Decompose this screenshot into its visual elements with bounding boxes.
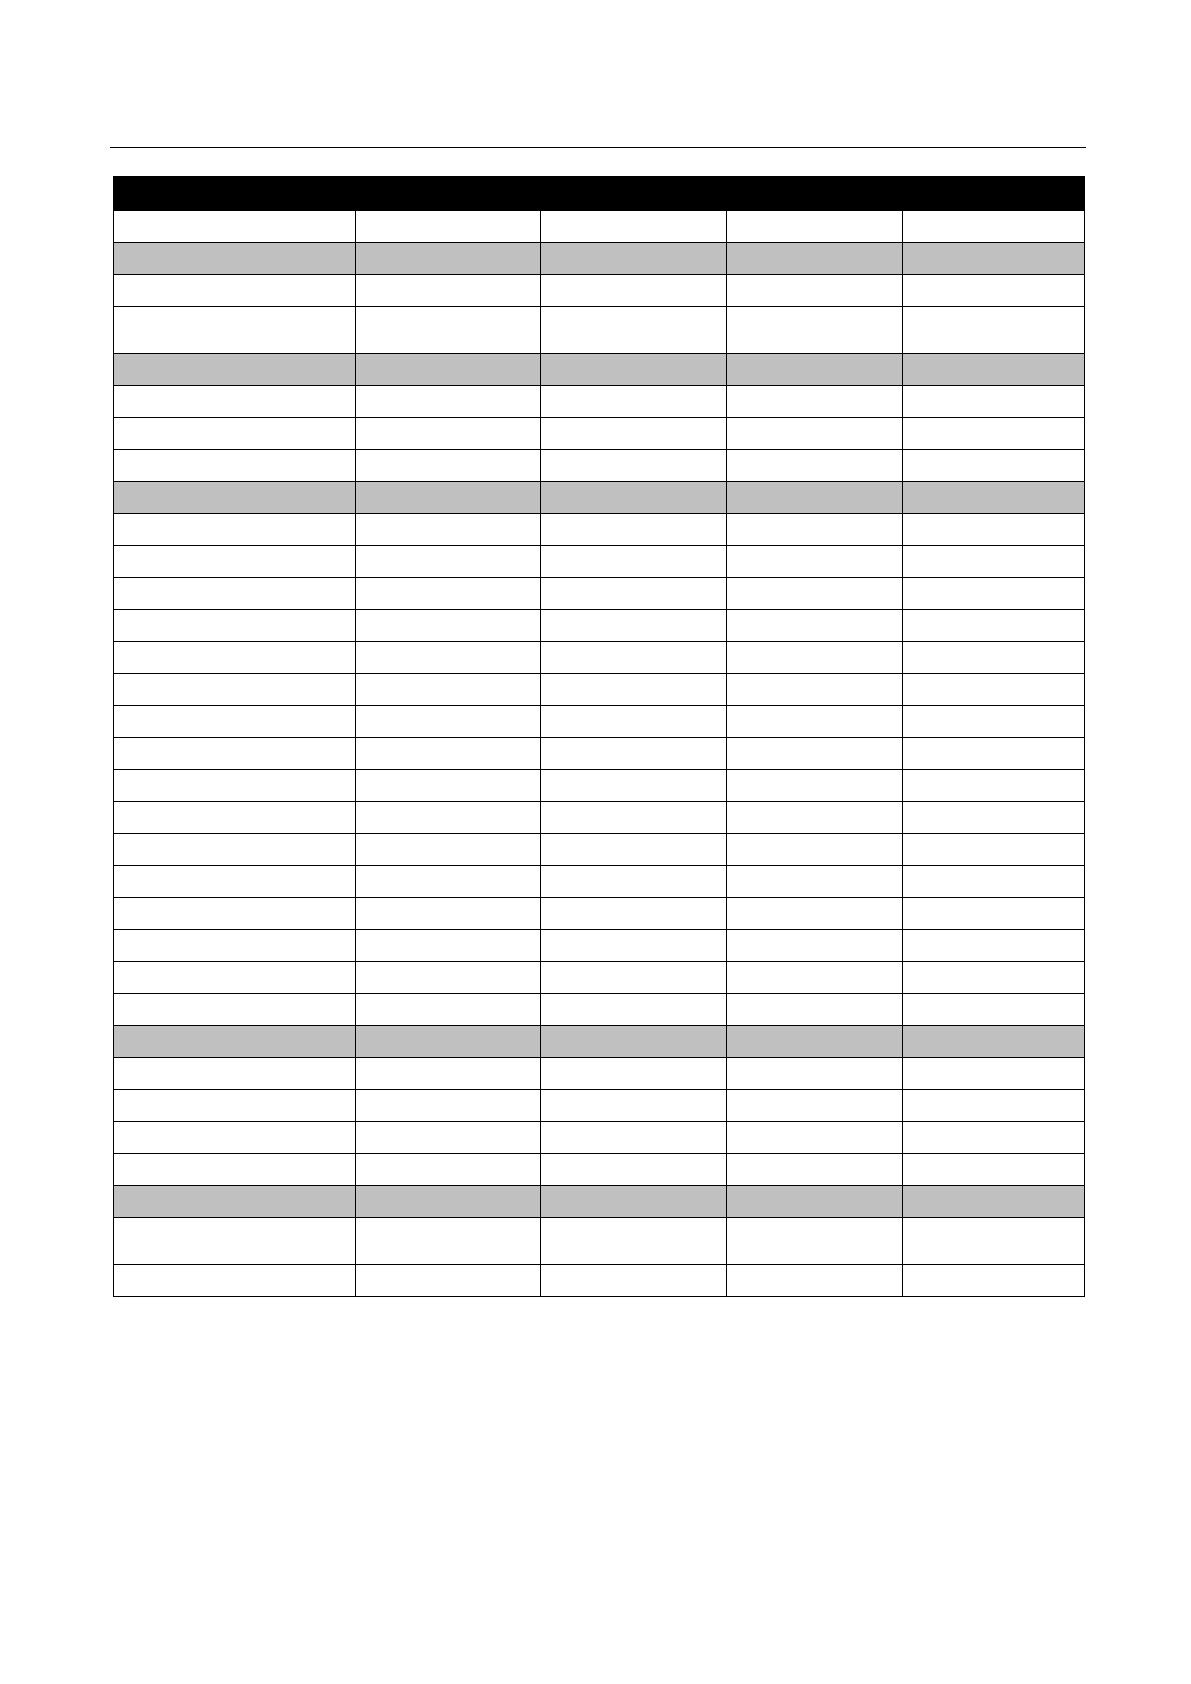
table-cell xyxy=(356,866,541,898)
table-cell xyxy=(114,1026,356,1058)
table-cell xyxy=(727,514,903,546)
table-row xyxy=(114,1154,1085,1186)
table-cell xyxy=(541,706,727,738)
table-cell xyxy=(114,898,356,930)
table-cell xyxy=(903,866,1085,898)
table-cell xyxy=(114,866,356,898)
section-row xyxy=(114,243,1085,275)
table-cell xyxy=(356,1090,541,1122)
table-cell xyxy=(356,898,541,930)
table-cell xyxy=(114,307,356,354)
table-row xyxy=(114,994,1085,1026)
table-cell xyxy=(541,275,727,307)
table-cell xyxy=(903,1090,1085,1122)
table-cell xyxy=(356,386,541,418)
table-cell xyxy=(356,1058,541,1090)
table-cell xyxy=(903,1026,1085,1058)
table-row xyxy=(114,706,1085,738)
table-cell xyxy=(541,642,727,674)
table-cell xyxy=(356,307,541,354)
table-cell xyxy=(903,514,1085,546)
table-cell xyxy=(903,642,1085,674)
table-cell xyxy=(541,898,727,930)
table-cell xyxy=(114,418,356,450)
table-cell xyxy=(356,1218,541,1265)
table-cell xyxy=(903,578,1085,610)
table-cell xyxy=(114,1186,356,1218)
table-row xyxy=(114,834,1085,866)
table-row xyxy=(114,418,1085,450)
table-cell xyxy=(356,1122,541,1154)
table-row xyxy=(114,642,1085,674)
table-cell xyxy=(114,546,356,578)
table-row xyxy=(114,1122,1085,1154)
table-cell xyxy=(541,962,727,994)
table-cell xyxy=(727,674,903,706)
table-cell xyxy=(727,386,903,418)
table-cell xyxy=(903,770,1085,802)
table-cell xyxy=(727,770,903,802)
table-cell xyxy=(356,1026,541,1058)
table-cell xyxy=(356,211,541,243)
table-cell xyxy=(727,642,903,674)
table-cell xyxy=(541,866,727,898)
table-cell xyxy=(356,418,541,450)
table-row xyxy=(114,898,1085,930)
table-cell xyxy=(903,275,1085,307)
table-cell xyxy=(114,211,356,243)
table-cell xyxy=(903,706,1085,738)
table-cell xyxy=(541,514,727,546)
section-row xyxy=(114,1186,1085,1218)
table-cell xyxy=(114,930,356,962)
table-cell xyxy=(903,1265,1085,1297)
table-cell xyxy=(541,1090,727,1122)
table-row xyxy=(114,546,1085,578)
table-cell xyxy=(541,1058,727,1090)
table-cell xyxy=(114,450,356,482)
table-header-bar xyxy=(114,177,1085,211)
table-cell xyxy=(903,386,1085,418)
table-cell xyxy=(114,578,356,610)
table-cell xyxy=(727,706,903,738)
section-row xyxy=(114,354,1085,386)
table-cell xyxy=(541,307,727,354)
table-cell xyxy=(903,546,1085,578)
table-cell xyxy=(903,354,1085,386)
table-cell xyxy=(114,1265,356,1297)
table-cell xyxy=(727,898,903,930)
table-cell xyxy=(727,1154,903,1186)
table-cell xyxy=(541,1154,727,1186)
table-cell xyxy=(356,962,541,994)
table-cell xyxy=(114,514,356,546)
table-cell xyxy=(114,994,356,1026)
table-cell xyxy=(541,1122,727,1154)
table-cell xyxy=(541,834,727,866)
table-cell xyxy=(727,1026,903,1058)
table-cell xyxy=(356,706,541,738)
table-cell xyxy=(903,450,1085,482)
table-cell xyxy=(114,275,356,307)
table-cell xyxy=(541,1218,727,1265)
table-cell xyxy=(114,243,356,275)
table-row xyxy=(114,578,1085,610)
table-row xyxy=(114,930,1085,962)
table-cell xyxy=(114,770,356,802)
table-cell xyxy=(541,738,727,770)
table-cell xyxy=(903,482,1085,514)
table-cell xyxy=(727,546,903,578)
table-cell xyxy=(903,243,1085,275)
table-cell xyxy=(727,1090,903,1122)
section-row xyxy=(114,1026,1085,1058)
table-cell xyxy=(114,386,356,418)
table-cell xyxy=(541,482,727,514)
table-cell xyxy=(356,1186,541,1218)
table-cell xyxy=(727,610,903,642)
table-cell xyxy=(727,930,903,962)
table-cell xyxy=(356,994,541,1026)
table-cell xyxy=(541,418,727,450)
table-cell xyxy=(541,354,727,386)
table-row xyxy=(114,738,1085,770)
table-cell xyxy=(114,738,356,770)
table-cell xyxy=(903,898,1085,930)
table-cell xyxy=(114,1154,356,1186)
table-cell xyxy=(727,418,903,450)
table-cell xyxy=(114,834,356,866)
table-cell xyxy=(541,1265,727,1297)
table-cell xyxy=(727,802,903,834)
table-cell xyxy=(356,578,541,610)
table-cell xyxy=(727,866,903,898)
table-row xyxy=(114,275,1085,307)
table-cell xyxy=(356,514,541,546)
table-cell xyxy=(727,211,903,243)
table-cell xyxy=(114,962,356,994)
table-row xyxy=(114,1265,1085,1297)
table-cell xyxy=(541,1186,727,1218)
table-cell xyxy=(541,930,727,962)
table-row xyxy=(114,386,1085,418)
table-cell xyxy=(541,770,727,802)
table-cell xyxy=(356,642,541,674)
section-row xyxy=(114,482,1085,514)
table-header-cell xyxy=(114,177,1085,211)
table-cell xyxy=(356,770,541,802)
table-cell xyxy=(356,738,541,770)
table-cell xyxy=(114,1218,356,1265)
table-cell xyxy=(356,802,541,834)
table-row xyxy=(114,1090,1085,1122)
table-cell xyxy=(114,354,356,386)
table-cell xyxy=(727,1218,903,1265)
table-cell xyxy=(903,962,1085,994)
table-cell xyxy=(903,211,1085,243)
table-cell xyxy=(541,578,727,610)
table-cell xyxy=(727,738,903,770)
table-row xyxy=(114,211,1085,243)
table-cell xyxy=(903,1154,1085,1186)
table-row xyxy=(114,514,1085,546)
table-cell xyxy=(114,1090,356,1122)
table-cell xyxy=(356,275,541,307)
table-cell xyxy=(903,834,1085,866)
table-cell xyxy=(727,994,903,1026)
table-cell xyxy=(727,354,903,386)
table-cell xyxy=(541,243,727,275)
table-cell xyxy=(727,482,903,514)
table-cell xyxy=(727,1265,903,1297)
table-cell xyxy=(903,1218,1085,1265)
table-cell xyxy=(356,450,541,482)
table-cell xyxy=(541,386,727,418)
table-cell xyxy=(903,307,1085,354)
table-cell xyxy=(541,674,727,706)
table-cell xyxy=(541,450,727,482)
table-cell xyxy=(727,307,903,354)
table-cell xyxy=(903,802,1085,834)
table-cell xyxy=(903,930,1085,962)
page-header-rule xyxy=(110,147,1086,148)
table-row xyxy=(114,770,1085,802)
table-cell xyxy=(356,354,541,386)
table-cell xyxy=(903,674,1085,706)
table-cell xyxy=(903,1058,1085,1090)
table-row xyxy=(114,802,1085,834)
table-row xyxy=(114,450,1085,482)
table-cell xyxy=(727,834,903,866)
table-cell xyxy=(114,706,356,738)
table-cell xyxy=(356,610,541,642)
table-row xyxy=(114,1218,1085,1265)
table-row xyxy=(114,962,1085,994)
table-cell xyxy=(356,930,541,962)
data-table xyxy=(113,176,1085,1297)
table-cell xyxy=(727,578,903,610)
table-cell xyxy=(727,450,903,482)
table-cell xyxy=(356,243,541,275)
table-cell xyxy=(727,962,903,994)
table-row xyxy=(114,610,1085,642)
table-cell xyxy=(114,1058,356,1090)
table-cell xyxy=(727,1058,903,1090)
table-cell xyxy=(727,1122,903,1154)
table-cell xyxy=(356,674,541,706)
table-cell xyxy=(114,610,356,642)
table-cell xyxy=(903,1122,1085,1154)
table-cell xyxy=(903,738,1085,770)
table-cell xyxy=(903,418,1085,450)
table-cell xyxy=(541,610,727,642)
table-row xyxy=(114,674,1085,706)
table-cell xyxy=(114,642,356,674)
table-cell xyxy=(727,243,903,275)
table-cell xyxy=(114,482,356,514)
table-cell xyxy=(903,1186,1085,1218)
table-row xyxy=(114,1058,1085,1090)
table-row xyxy=(114,307,1085,354)
table-cell xyxy=(903,994,1085,1026)
table-cell xyxy=(541,994,727,1026)
table-cell xyxy=(356,482,541,514)
table-row xyxy=(114,866,1085,898)
table-cell xyxy=(356,546,541,578)
table-cell xyxy=(541,546,727,578)
table-cell xyxy=(727,275,903,307)
table-cell xyxy=(727,1186,903,1218)
table-cell xyxy=(541,211,727,243)
table-cell xyxy=(541,802,727,834)
table-cell xyxy=(114,1122,356,1154)
table-cell xyxy=(903,610,1085,642)
table-cell xyxy=(541,1026,727,1058)
table-cell xyxy=(114,674,356,706)
table-cell xyxy=(114,802,356,834)
table-cell xyxy=(356,834,541,866)
table-cell xyxy=(356,1265,541,1297)
table-cell xyxy=(356,1154,541,1186)
